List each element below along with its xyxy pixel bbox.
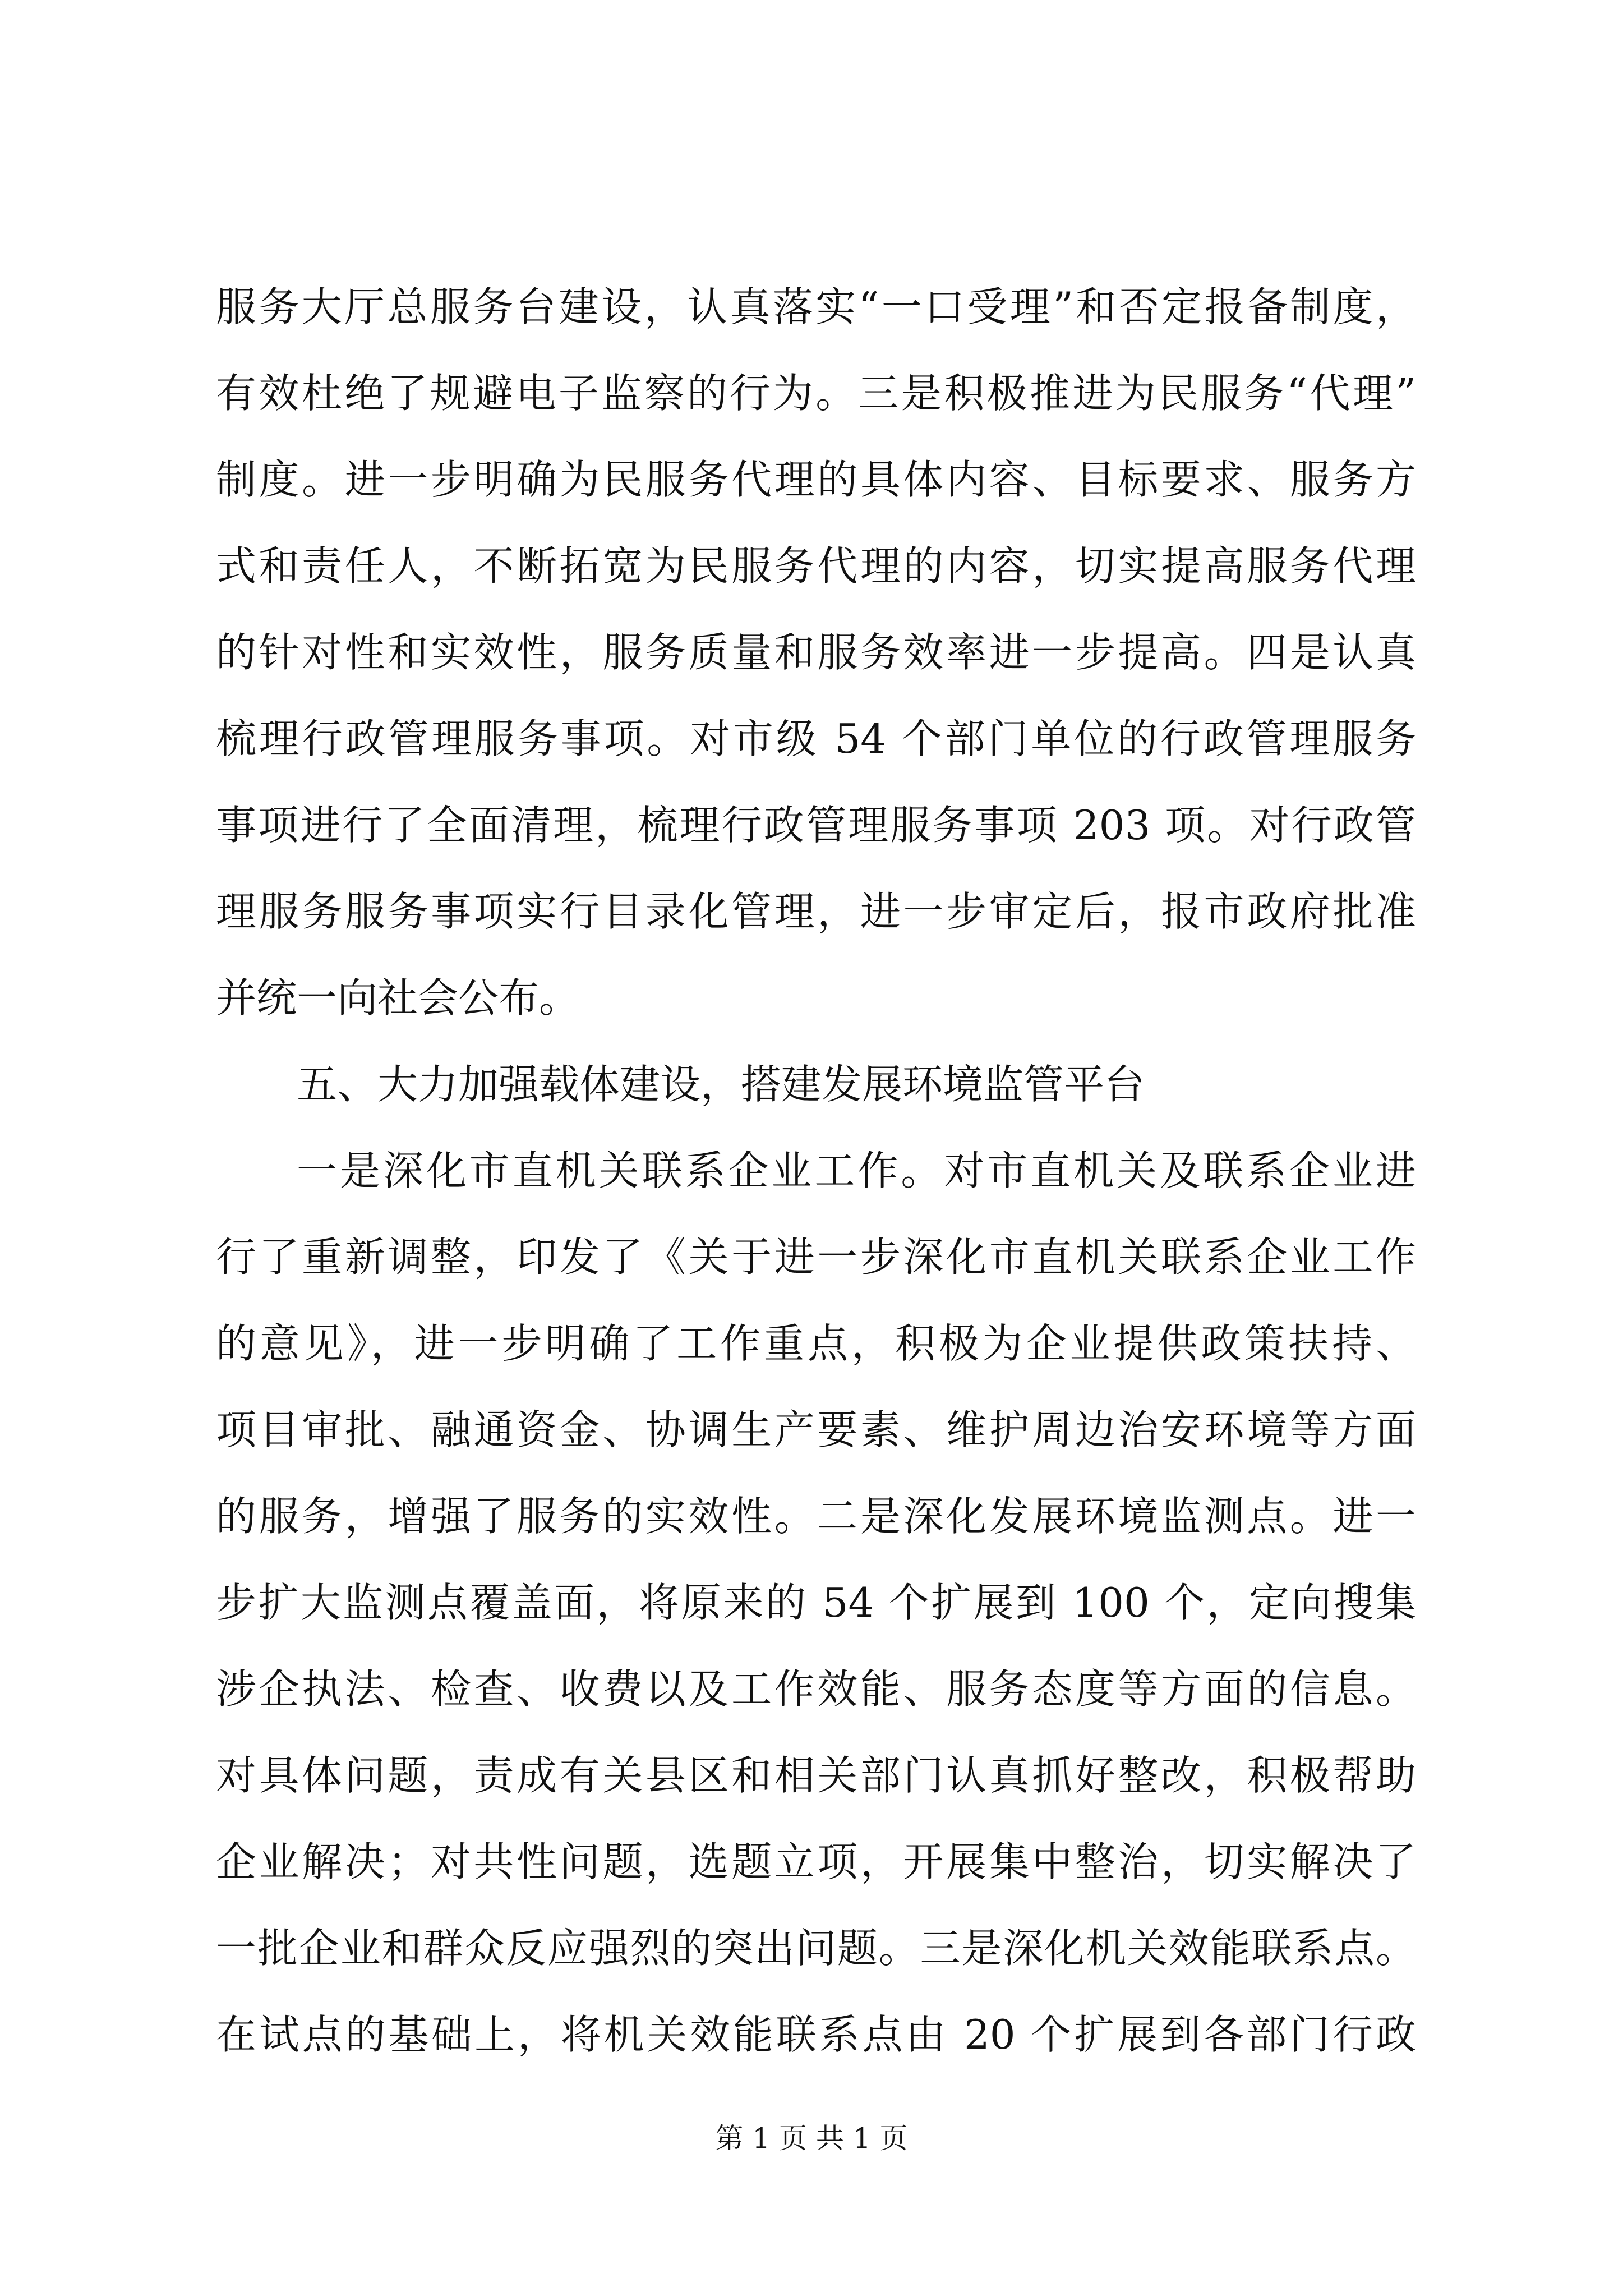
text-line: 的针对性和实效性，服务质量和服务效率进一步提高。四是认真 <box>216 629 1416 676</box>
text-line: 服务大厅总服务台建设，认真落实“一口受理”和否定报备制度， <box>216 283 1416 330</box>
text-line: 的服务，增强了服务的实效性。二是深化发展环境监测点。进一 <box>216 1493 1416 1540</box>
paragraph-first-line: 一是深化市直机关联系企业工作。对市直机关及联系企业进 <box>297 1147 1416 1194</box>
text-line: 式和责任人，不断拓宽为民服务代理的内容，切实提高服务代理 <box>216 542 1416 590</box>
text-line: 涉企执法、检查、收费以及工作效能、服务态度等方面的信息。 <box>216 1665 1416 1713</box>
text-line: 梳理行政管理服务事项。对市级 54 个部门单位的行政管理服务 <box>216 715 1416 762</box>
text-line: 事项进行了全面清理，梳理行政管理服务事项 203 项。对行政管 <box>216 802 1416 849</box>
text-line: 有效杜绝了规避电子监察的行为。三是积极推进为民服务“代理” <box>216 370 1416 417</box>
text-line: 在试点的基础上，将机关效能联系点由 20 个扩展到各部门行政 <box>216 2011 1416 2058</box>
text-line: 企业解决；对共性问题，选题立项，开展集中整治，切实解决了 <box>216 1838 1416 1885</box>
text-line: 理服务服务事项实行目录化管理，进一步审定后，报市政府批准 <box>216 888 1416 935</box>
text-line: 行了重新调整，印发了《关于进一步深化市直机关联系企业工作 <box>216 1234 1416 1281</box>
document-body <box>216 264 1416 2078</box>
text-line: 步扩大监测点覆盖面，将原来的 54 个扩展到 100 个，定向搜集 <box>216 1579 1416 1626</box>
section-heading: 五、大力加强载体建设，搭建发展环境监管平台 <box>297 1061 1145 1108</box>
text-line: 一批企业和群众反应强烈的突出问题。三是深化机关效能联系点。 <box>216 1925 1416 1972</box>
text-line: 的意见》，进一步明确了工作重点，积极为企业提供政策扶持、 <box>216 1320 1416 1367</box>
text-line: 并统一向社会公布。 <box>216 974 580 1022</box>
text-line: 项目审批、融通资金、协调生产要素、维护周边治安环境等方面 <box>216 1406 1416 1453</box>
text-line: 对具体问题，责成有关县区和相关部门认真抓好整改，积极帮助 <box>216 1752 1416 1799</box>
text-line: 制度。进一步明确为民服务代理的具体内容、目标要求、服务方 <box>216 456 1416 503</box>
page-footer: 第 1 页 共 1 页 <box>715 2122 908 2155</box>
